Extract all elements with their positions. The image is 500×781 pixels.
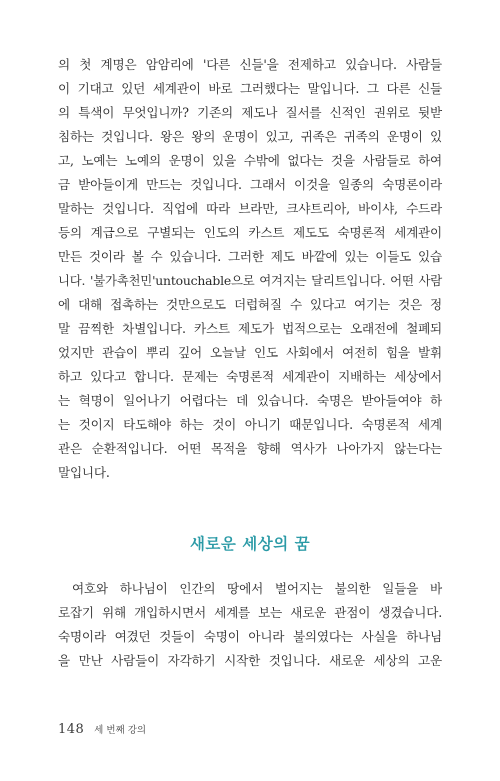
text-line: 고, 노예는 노예의 운명이 있을 수밖에 없다는 것을 사람들로 하여 [58,153,442,168]
text-line: 을 만난 사람들이 자각하기 시작한 것입니다. 새로운 세상의 고운 [58,653,442,668]
text-line: 는 것이지 타도해야 하는 것이 아니기 때문입니다. 숙명론적 세계 [58,417,442,432]
text-line: 침하는 것입니다. 왕은 왕의 운명이 있고, 귀족은 귀족의 운명이 있 [58,129,442,144]
page-number: 148 [58,722,85,737]
body-paragraph-1 [58,53,442,485]
text-line: 의 특색이 무엇입니까? 기존의 제도나 질서를 신적인 권위로 뒷받 [58,105,442,120]
body-paragraph-2 [58,577,442,673]
section-heading: 새로운 세상의 꿈 [189,535,311,553]
text-line: 말하는 것입니다. 직업에 따라 브라만, 크샤트리아, 바이샤, 수드라 [58,201,442,216]
text-line: 하고 있다고 합니다. 문제는 숙명론적 세계관이 지배하는 세상에서 [58,369,442,384]
text-line: 숙명이라 여겼던 것들이 숙명이 아니라 불의였다는 사실을 하나님 [58,629,442,644]
text-line: 금 받아들이게 만드는 것입니다. 그래서 이것을 일종의 숙명론이라 [58,177,442,192]
page-footer [58,722,146,737]
text-line: 만든 것이라 볼 수 있습니다. 그러한 제도 바깥에 있는 이들도 있습 [58,249,442,264]
text-line: 등의 계급으로 구별되는 인도의 카스트 제도도 숙명론적 세계관이 [58,225,442,240]
text-line: 이 기대고 있던 세계관이 바로 그러했다는 말입니다. 그 다른 신들 [58,81,442,96]
text-line: 여호와 하나님이 인간의 땅에서 벌어지는 불의한 일들을 바 [72,581,442,596]
text-line: 로잡기 위해 개입하시면서 세계를 보는 새로운 관점이 생겼습니다. [58,605,442,620]
text-line: 말 끔찍한 차별입니다. 카스트 제도가 법적으로는 오래전에 철폐되 [58,321,442,336]
text-line: 관은 순환적입니다. 어떤 목적을 향해 역사가 나아가지 않는다는 [58,441,442,456]
text-line: 니다. '불가촉천민'untouchable으로 여겨지는 달리트입니다. 어떤 사람 [58,273,442,288]
text-line: 었지만 관습이 뿌리 깊어 오늘날 인도 사회에서 여전히 힘을 발휘 [58,345,442,360]
running-title: 세 번째 강의 [94,725,147,736]
text-line: 에 대해 접촉하는 것만으로도 더럽혀질 수 있다고 여기는 것은 정 [58,297,442,312]
text-line: 말입니다. [58,465,110,480]
text-line: 의 첫 계명은 암암리에 '다른 신들'을 전제하고 있습니다. 사람들 [58,57,442,72]
text-line: 는 혁명이 일어나기 어렵다는 데 있습니다. 숙명은 받아들여야 하 [58,393,442,408]
